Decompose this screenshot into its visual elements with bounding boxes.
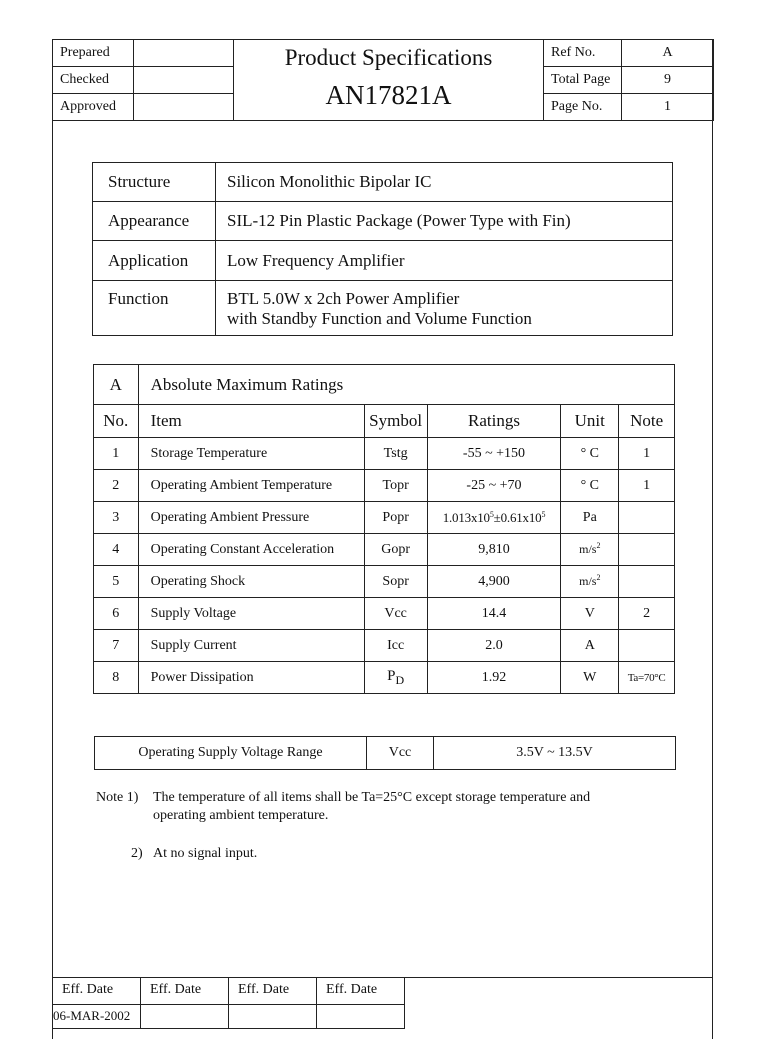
application-value: Low Frequency Amplifier — [216, 241, 673, 281]
row-rating: 4,900 — [427, 566, 561, 598]
appearance-label: Appearance — [93, 202, 216, 241]
col-unit: Unit — [561, 405, 619, 438]
row-note — [619, 566, 675, 598]
row-unit: A — [561, 630, 619, 662]
row-rating: -55 ~ +150 — [427, 438, 561, 470]
page-title: Product Specifications — [284, 45, 493, 70]
operating-range-table — [94, 736, 676, 770]
row-symbol: Icc — [364, 630, 427, 662]
row-no: 2 — [94, 470, 139, 502]
function-value — [216, 281, 673, 336]
total-page-value: 9 — [622, 67, 714, 94]
prepared-label: Prepared — [53, 40, 134, 67]
table-row — [94, 566, 675, 598]
eff-date-label: Eff. Date — [53, 977, 141, 1004]
approved-field — [134, 94, 234, 121]
row-unit — [561, 534, 619, 566]
eff-date-label: Eff. Date — [317, 977, 405, 1004]
row-unit: ° C — [561, 438, 619, 470]
row-rating: 9,810 — [427, 534, 561, 566]
function-label: Function — [93, 281, 216, 336]
row-no: 5 — [94, 566, 139, 598]
approved-label: Approved — [53, 94, 134, 121]
row-item: Storage Temperature — [138, 438, 364, 470]
checked-label: Checked — [53, 67, 134, 94]
eff-date-value: 06-MAR-2002 — [53, 1004, 141, 1028]
checked-field — [134, 67, 234, 94]
symbol-subscript: D — [395, 672, 405, 687]
row-rating: 1.92 — [427, 662, 561, 694]
row-item: Supply Current — [138, 630, 364, 662]
operating-range-label: Operating Supply Voltage Range — [95, 737, 367, 770]
rating-exponent: 5 — [541, 509, 546, 519]
col-no: No. — [94, 405, 139, 438]
total-page-label: Total Page — [544, 67, 622, 94]
row-note: 1 — [619, 438, 675, 470]
rating-exponent: 5 — [489, 509, 494, 519]
col-symbol: Symbol — [364, 405, 427, 438]
ratings-ref: A — [94, 365, 139, 405]
effective-dates-table — [52, 977, 405, 1029]
ref-no-value: A — [622, 40, 714, 67]
row-symbol: Popr — [364, 502, 427, 534]
function-line-1: BTL 5.0W x 2ch Power Amplifier — [227, 289, 460, 308]
unit-base: m/s — [579, 542, 597, 556]
table-row — [94, 662, 675, 694]
row-item: Operating Constant Acceleration — [138, 534, 364, 566]
page-no-value: 1 — [622, 94, 714, 121]
application-label: Application — [93, 241, 216, 281]
row-no: 6 — [94, 598, 139, 630]
page-no-label: Page No. — [544, 94, 622, 121]
note-1-line-2: operating ambient temperature. — [153, 808, 329, 823]
row-rating — [427, 502, 561, 534]
row-no: 3 — [94, 502, 139, 534]
row-unit: W — [561, 662, 619, 694]
part-number: AN17821A — [325, 80, 452, 110]
table-row — [94, 502, 675, 534]
eff-date-value — [229, 1004, 317, 1028]
row-no: 8 — [94, 662, 139, 694]
row-symbol: Topr — [364, 470, 427, 502]
row-rating: -25 ~ +70 — [427, 470, 561, 502]
row-note — [619, 630, 675, 662]
row-note — [619, 502, 675, 534]
row-note: 1 — [619, 470, 675, 502]
row-note: Ta=70°C — [619, 662, 675, 694]
row-symbol — [364, 662, 427, 694]
symbol-base: P — [387, 667, 396, 684]
ratings-title: Absolute Maximum Ratings — [138, 365, 674, 405]
spec-header — [52, 39, 714, 121]
eff-date-value — [141, 1004, 229, 1028]
table-row — [94, 630, 675, 662]
row-no: 7 — [94, 630, 139, 662]
note-1-line-1: The temperature of all items shall be Ta=25°C except storage temperature and — [153, 790, 591, 805]
row-no: 4 — [94, 534, 139, 566]
eff-date-value — [317, 1004, 405, 1028]
structure-label: Structure — [93, 163, 216, 202]
row-unit — [561, 566, 619, 598]
unit-exponent: 2 — [596, 541, 601, 550]
row-note: 2 — [619, 598, 675, 630]
row-unit: ° C — [561, 470, 619, 502]
row-unit: Pa — [561, 502, 619, 534]
col-item: Item — [138, 405, 364, 438]
row-note — [619, 534, 675, 566]
row-item: Operating Shock — [138, 566, 364, 598]
rating-tolerance: ±0.61x10 — [493, 509, 542, 525]
appearance-value: SIL-12 Pin Plastic Package (Power Type with Fin) — [216, 202, 673, 241]
col-note: Note — [619, 405, 675, 438]
table-row — [94, 534, 675, 566]
row-symbol: Tstg — [364, 438, 427, 470]
note-2-number: 2) — [131, 846, 143, 861]
structure-value: Silicon Monolithic Bipolar IC — [216, 163, 673, 202]
unit-base: m/s — [579, 574, 597, 588]
unit-exponent: 2 — [596, 573, 601, 582]
row-item: Operating Ambient Pressure — [138, 502, 364, 534]
ratings-table — [93, 364, 675, 694]
row-item: Supply Voltage — [138, 598, 364, 630]
row-symbol: Sopr — [364, 566, 427, 598]
note-2: At no signal input. — [153, 846, 258, 861]
row-symbol: Vcc — [364, 598, 427, 630]
table-row — [94, 598, 675, 630]
row-rating: 2.0 — [427, 630, 561, 662]
operating-range-symbol: Vcc — [367, 737, 434, 770]
row-no: 1 — [94, 438, 139, 470]
prepared-field — [134, 40, 234, 67]
table-row — [94, 438, 675, 470]
note-prefix: Note 1) — [96, 790, 139, 805]
row-item: Power Dissipation — [138, 662, 364, 694]
row-rating: 14.4 — [427, 598, 561, 630]
title-block — [234, 40, 544, 121]
row-unit: V — [561, 598, 619, 630]
eff-date-label: Eff. Date — [229, 977, 317, 1004]
note-1 — [153, 789, 693, 825]
table-row — [94, 470, 675, 502]
ref-no-label: Ref No. — [544, 40, 622, 67]
row-symbol: Gopr — [364, 534, 427, 566]
eff-date-label: Eff. Date — [141, 977, 229, 1004]
function-line-2: with Standby Function and Volume Function — [227, 309, 532, 328]
row-item: Operating Ambient Temperature — [138, 470, 364, 502]
col-ratings: Ratings — [427, 405, 561, 438]
rating-mantissa: 1.013x10 — [442, 509, 490, 525]
operating-range-value: 3.5V ~ 13.5V — [434, 737, 676, 770]
product-info-table — [92, 162, 673, 336]
